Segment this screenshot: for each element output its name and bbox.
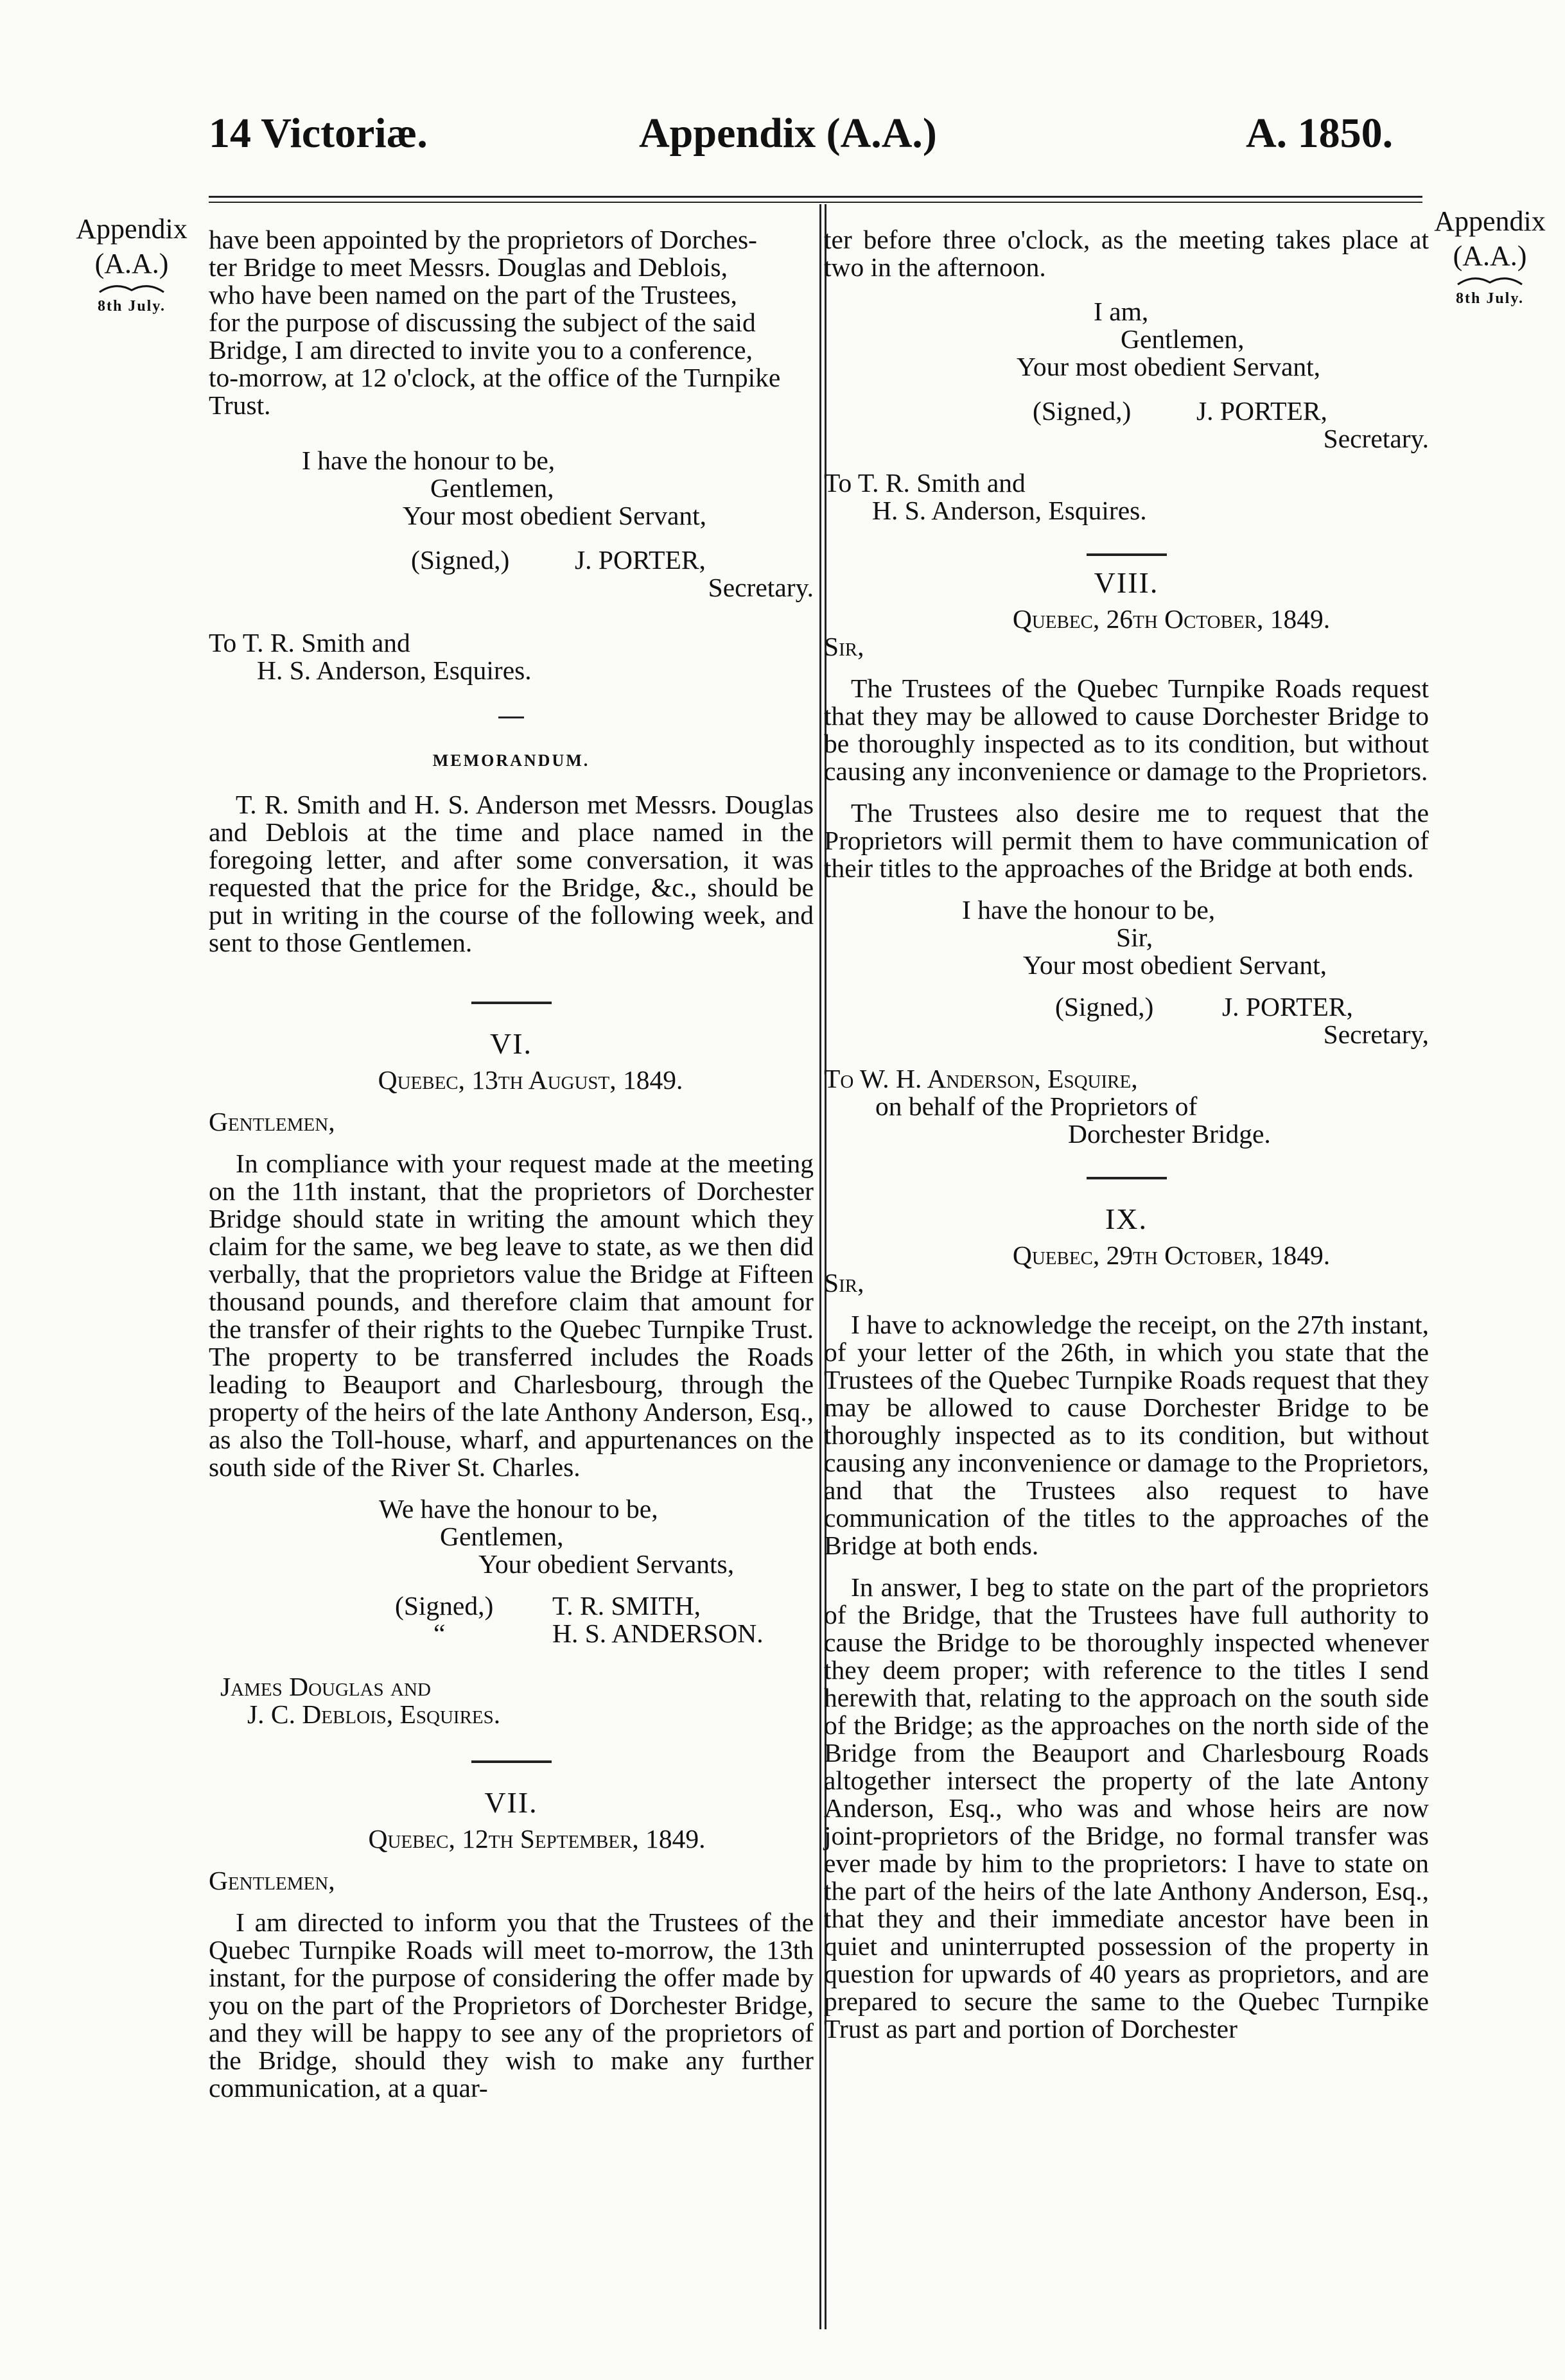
addressee-line: James Douglas and bbox=[220, 1672, 431, 1701]
text-line: have been appointed by the proprietors of Dorches- bbox=[209, 225, 757, 254]
header-year: A. 1850. bbox=[1246, 110, 1394, 157]
margin-note-left bbox=[64, 212, 199, 316]
closing-line: Gentlemen, bbox=[1121, 324, 1245, 354]
signatory-name: J. PORTER, bbox=[1222, 992, 1353, 1021]
header-volume: 14 Victoriæ. bbox=[209, 110, 428, 157]
letter-date: Quebec, 12th September, 1849. bbox=[368, 1824, 706, 1854]
signature-line bbox=[209, 1620, 814, 1647]
letter-paragraph: The Trustees also desire me to request that the Proprietors will permit them to have communication of their titles to the approaches of the Bridge at both ends. bbox=[824, 798, 1429, 883]
signatory-title: Secretary, bbox=[1323, 1020, 1429, 1049]
addressee-line: H. S. Anderson, Esquires. bbox=[257, 656, 532, 685]
column-divider-left bbox=[819, 204, 821, 2329]
signature-line bbox=[824, 397, 1429, 425]
addressee-line: To W. H. Anderson, Esquire, bbox=[824, 1064, 1138, 1093]
text-line: to-morrow, at 12 o'clock, at the office of the Turnpike bbox=[209, 363, 781, 392]
letter-date: Quebec, 29th October, 1849. bbox=[1012, 1240, 1331, 1270]
text-line: Bridge, I am directed to invite you to a conference, bbox=[209, 335, 753, 365]
letter-number: VIII. bbox=[1094, 566, 1159, 599]
text-line: ter Bridge to meet Messrs. Douglas and Deblois, bbox=[209, 252, 728, 282]
margin-note-aa: (A.A.) bbox=[94, 248, 169, 279]
closing-line: Gentlemen, bbox=[440, 1522, 564, 1551]
letter-body: In compliance with your request made at the meeting on the 11th instant, that the proprietors of Dorchester Bridge should state in writing the amount which they claim for the same, we beg leave to state, as we then did verbally, that the proprietors value the Bridge at Fifteen thousand pounds, and therefore claim that amount for the transfer of their rights to the Quebec Turnpike Trust. The property to be transferred includes the Roads leading to Beauport and Charlesbourg, through the property of the heirs of the late Anthony Anderson, Esq., as also the Toll-house, wharf, and appurtenances on the south side of the River St. Charles. bbox=[209, 1149, 814, 1482]
closing-line: Your most obedient Servant, bbox=[403, 501, 707, 530]
closing-line: Sir, bbox=[1116, 923, 1153, 952]
letter-date: Quebec, 13th August, 1849. bbox=[378, 1065, 683, 1095]
addressee-line: To T. R. Smith and bbox=[209, 628, 410, 657]
addressee-line: H. S. Anderson, Esquires. bbox=[872, 496, 1147, 525]
closing-line: I have the honour to be, bbox=[962, 895, 1216, 925]
addressee-line: To T. R. Smith and bbox=[824, 468, 1026, 498]
header-rule-top bbox=[209, 196, 1422, 198]
letter-paragraph: The Trustees of the Quebec Turnpike Roads request that they may be allowed to cause Dorchester Bridge to be thoroughly inspected as to its condition, but without causing any inconvenience or damage to the Proprietors. bbox=[824, 673, 1429, 786]
signed-label: (Signed,) bbox=[411, 545, 510, 575]
salutation: Gentlemen, bbox=[209, 1107, 335, 1136]
memorandum-heading: MEMORANDUM. bbox=[432, 751, 590, 770]
addressee-line: Dorchester Bridge. bbox=[1068, 1119, 1271, 1149]
left-column bbox=[209, 226, 814, 2102]
closing-line: Your obedient Servants, bbox=[478, 1549, 735, 1579]
signatory-title: Secretary. bbox=[708, 573, 814, 602]
letter-paragraph: I have to acknowledge the receipt, on the 27th instant, of your letter of the 26th, in which you state that the Trustees of the Quebec Turnpike Roads request that they may be allowed to cause Dorchester Bridge to be thoroughly inspected as to its condition, but without causing any inconvenience or damage to the Proprietors, and that the Trustees also request to have communication of the titles to the approaches of the Bridge at both ends. bbox=[824, 1310, 1429, 1560]
signatory-name: T. R. SMITH, bbox=[552, 1591, 701, 1620]
signatory-title: Secretary. bbox=[1323, 424, 1429, 453]
letter-vii-continuation: ter before three o'clock, as the meeting takes place at two in the afternoon. bbox=[824, 225, 1429, 282]
letter-number: IX. bbox=[1105, 1203, 1148, 1235]
salutation: Sir, bbox=[824, 1268, 864, 1298]
flourish-ornament bbox=[96, 282, 167, 297]
closing-line: Your most obedient Servant, bbox=[1023, 950, 1327, 980]
letter-body: I am directed to inform you that the Trustees of the Quebec Turnpike Roads will meet to-morrow, the 13th instant, for the purpose of considering the offer made by you on the part of the Proprietors of Dorchester Bridge, and they will be happy to see any of the proprietors of the Bridge, should they wish to make any further communication, at a quar- bbox=[209, 1907, 814, 2103]
signature-line bbox=[209, 546, 814, 574]
signed-label: (Signed,) bbox=[395, 1591, 494, 1620]
closing-line: Gentlemen, bbox=[430, 473, 554, 503]
letter-v-continuation bbox=[209, 226, 814, 419]
salutation: Gentlemen, bbox=[209, 1866, 335, 1895]
margin-note-appendix: Appendix bbox=[1434, 205, 1546, 237]
signatory-name: J. PORTER, bbox=[575, 545, 706, 575]
margin-note-appendix: Appendix bbox=[76, 213, 188, 245]
memorandum-text: T. R. Smith and H. S. Anderson met Messrs. Douglas and Deblois at the time and place named in the foregoing letter, and after some conversation, it was requested that the price for the Bridge, &c., should be put in writing in the course of the following week, and sent to those Gentlemen. bbox=[209, 790, 814, 957]
margin-note-aa: (A.A.) bbox=[1453, 240, 1527, 272]
signed-label: (Signed,) bbox=[1055, 992, 1154, 1021]
right-column bbox=[824, 226, 1429, 2043]
addressee-line: on behalf of the Proprietors of bbox=[875, 1091, 1198, 1121]
text-line: for the purpose of discussing the subject of the said bbox=[209, 308, 756, 337]
signatory-name: H. S. ANDERSON. bbox=[552, 1619, 764, 1648]
signature-line bbox=[824, 993, 1429, 1021]
flourish-ornament bbox=[1455, 275, 1525, 289]
header-title: Appendix (A.A.) bbox=[639, 110, 937, 157]
margin-note-right bbox=[1422, 204, 1557, 308]
text-line: who have been named on the part of the Trustees, bbox=[209, 280, 737, 309]
closing-line: Your most obedient Servant, bbox=[1017, 352, 1321, 381]
text-line: Trust. bbox=[209, 390, 271, 420]
margin-note-date: 8th July. bbox=[97, 298, 166, 315]
addressee-line: J. C. Deblois, Esquires. bbox=[247, 1699, 501, 1729]
closing-line: I am, bbox=[1094, 297, 1149, 326]
letter-paragraph: In answer, I beg to state on the part of the proprietors of the Bridge, that the Trustees have full authority to cause the Bridge to be thoroughly inspected whenever they deem proper; with reference to the titles I send herewith that, relating to the approach on the south side of the Bridge; as the approaches on the north side of the Bridge from the Beauport and Charlesbourg Roads altogether intersect the property of the late Antony Anderson, Esq., who was and whose heirs are now joint-proprietors of the Bridge, no formal transfer was ever made by him to the proprietors: I have to state on the part of the heirs of the late Anthony Anderson, Esq., that they and their immediate ancestor have been in quiet and uninterrupted possession of the property in question for upwards of 40 years as proprietors, and are prepared to secure the same to the Quebec Turnpike Trust as part and portion of Dorchester bbox=[824, 1572, 1429, 2044]
margin-note-date: 8th July. bbox=[1455, 290, 1525, 307]
letter-date: Quebec, 26th October, 1849. bbox=[1012, 604, 1331, 634]
closing-line: I have the honour to be, bbox=[302, 446, 555, 475]
letter-number: VII. bbox=[484, 1786, 538, 1819]
ditto-mark: “ bbox=[433, 1619, 446, 1648]
salutation: Sir, bbox=[824, 632, 864, 661]
signed-label: (Signed,) bbox=[1033, 396, 1132, 426]
header-rule-bottom bbox=[209, 202, 1422, 203]
signature-line bbox=[209, 1592, 814, 1620]
closing-line: We have the honour to be, bbox=[379, 1494, 658, 1524]
letter-number: VI. bbox=[489, 1027, 533, 1060]
signatory-name: J. PORTER, bbox=[1196, 396, 1327, 426]
